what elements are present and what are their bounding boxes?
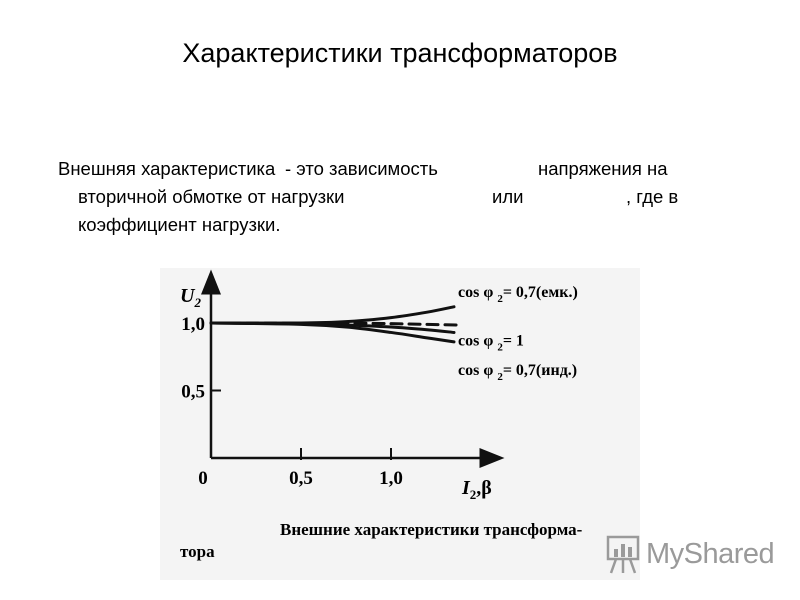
- text-fragment: коэффициент нагрузки.: [78, 214, 281, 235]
- chart-figure: [160, 268, 640, 580]
- x-tick-label: 0: [198, 468, 208, 489]
- text-fragment: , где в: [626, 186, 679, 207]
- y-axis-title: $U_2$: [180, 285, 201, 310]
- watermark-text: MyShared: [646, 537, 775, 570]
- figure-caption-line1: Внешние характеристики трансформа-: [280, 520, 583, 539]
- slide-title: Характеристики трансформаторов: [182, 38, 618, 68]
- text-fragment: или: [492, 186, 524, 207]
- x-axis-title: $I_2,\beta$: [462, 477, 492, 502]
- text-line-2: [58, 183, 738, 211]
- body-text: [58, 155, 738, 239]
- text-fragment: Внешняя характеристика: [58, 158, 276, 179]
- figure-caption-line2: тора: [180, 542, 215, 561]
- text-fragment: - это зависимость: [285, 158, 438, 179]
- text-line-3: [58, 211, 738, 239]
- presentation-board-icon: [606, 533, 642, 575]
- series-label: cos φ $_2$= 0,7(емк.): [458, 283, 578, 305]
- series-line: [211, 323, 454, 342]
- y-tick-label: 1,0: [181, 314, 205, 335]
- series-line: [211, 307, 454, 323]
- series-label: cos φ $_2$= 1: [458, 332, 524, 354]
- y-tick-label: 0,5: [181, 381, 205, 403]
- text-line-1: [58, 155, 738, 183]
- x-tick-label: 1,0: [379, 468, 403, 489]
- text-fragment: вторичной обмотке от нагрузки: [78, 186, 345, 207]
- series-label: cos φ $_2$= 0,7(инд.): [458, 361, 578, 383]
- watermark-logo: [606, 532, 774, 576]
- x-tick-label: 0,5: [289, 468, 313, 489]
- text-fragment: напряжения на: [538, 158, 668, 179]
